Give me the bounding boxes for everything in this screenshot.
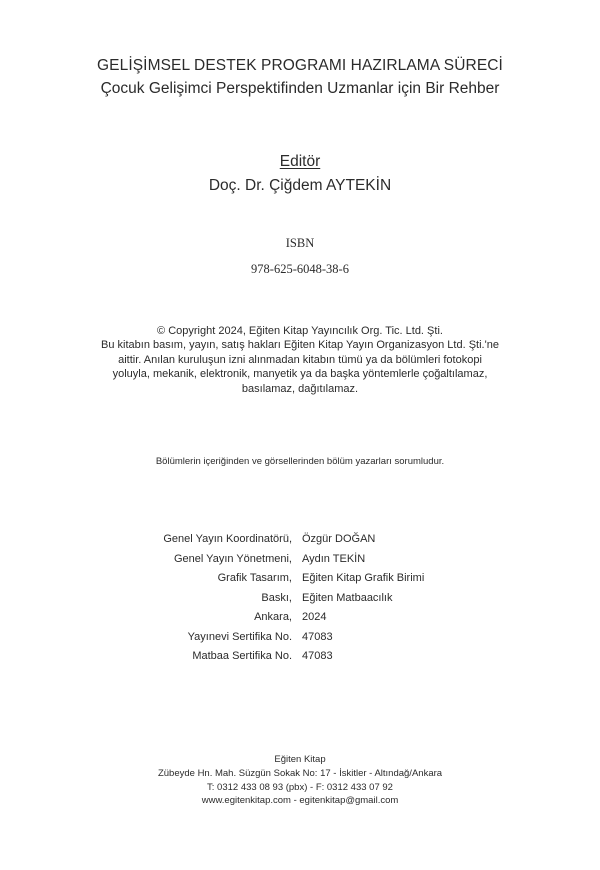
publisher-address: Zübeyde Hn. Mah. Süzgün Sokak No: 17 - İskitler - Altındağ/Ankara (157, 767, 443, 779)
publisher-phone: T: 0312 433 08 93 (pbx) - F: 0312 433 07 92 (207, 781, 393, 793)
editor-label-text: Editör (279, 153, 321, 170)
isbn-value: 978-625-6048-38-6 (251, 262, 349, 276)
credit-value: 2024 (302, 611, 327, 623)
credit-row (0, 569, 600, 589)
book-subtitle: Çocuk Gelişimci Perspektifinden Uzmanlar için Bir Rehber (100, 80, 500, 97)
credit-value: Eğiten Matbaacılık (302, 591, 393, 604)
credit-value: 47083 (302, 630, 333, 643)
credit-row (0, 628, 600, 648)
credit-value: Özgür DOĞAN (302, 533, 376, 545)
copyright-line: yoluyla, mekanik, elektronik, manyetik ya da başka yöntemlerle çoğaltılamaz, (112, 368, 488, 381)
credit-label: Matbaa Sertifika No. (192, 650, 292, 662)
credit-value: Eğiten Kitap Grafik Birimi (302, 572, 425, 584)
editor-label (0, 152, 600, 172)
publisher-name: Eğiten Kitap (274, 754, 326, 765)
publisher-footer (0, 753, 600, 808)
credit-row (0, 589, 600, 609)
copyright-line: aittir. Anılan kuruluşun izni alınmadan kitabın tümü ya da bölümleri fotokopi (118, 353, 482, 366)
copyright-line: © Copyright 2024, Eğiten Kitap Yayıncılık Org. Tic. Ltd. Şti. (157, 325, 443, 337)
credit-row (0, 608, 600, 628)
credit-row (0, 550, 600, 570)
book-title: GELİŞİMSEL DESTEK PROGRAMI HAZIRLAMA SÜRECİ (97, 57, 503, 74)
credit-label: Genel Yayın Koordinatörü, (163, 533, 292, 545)
isbn-label: ISBN (285, 236, 315, 250)
credit-row (0, 647, 600, 667)
responsibility-note: Bölümlerin içeriğinden ve görsellerinden bölüm yazarları sorumludur. (155, 456, 445, 467)
copyright-line: Bu kitabın basım, yayın, satış hakları Eğiten Kitap Yayın Organizasyon Ltd. Şti.'ne (101, 339, 499, 352)
credit-label: Baskı, (261, 591, 292, 604)
credit-label: Genel Yayın Yönetmeni, (173, 552, 292, 565)
copyright-notice (70, 324, 530, 396)
copyright-line: basılamaz, dağıtılamaz. (241, 382, 359, 395)
credit-label: Grafik Tasarım, (217, 572, 292, 584)
credit-value: Aydın TEKİN (302, 552, 366, 565)
editor-name: Doç. Dr. Çiğdem AYTEKİN (208, 177, 392, 194)
credit-label: Yayınevi Sertifika No. (187, 630, 292, 643)
credit-row (0, 530, 600, 550)
publisher-web: www.egitenkitap.com - egitenkitap@gmail.com (201, 795, 399, 807)
credit-label: Ankara, (254, 611, 292, 623)
credit-value: 47083 (302, 650, 333, 662)
credits-list (0, 530, 600, 667)
